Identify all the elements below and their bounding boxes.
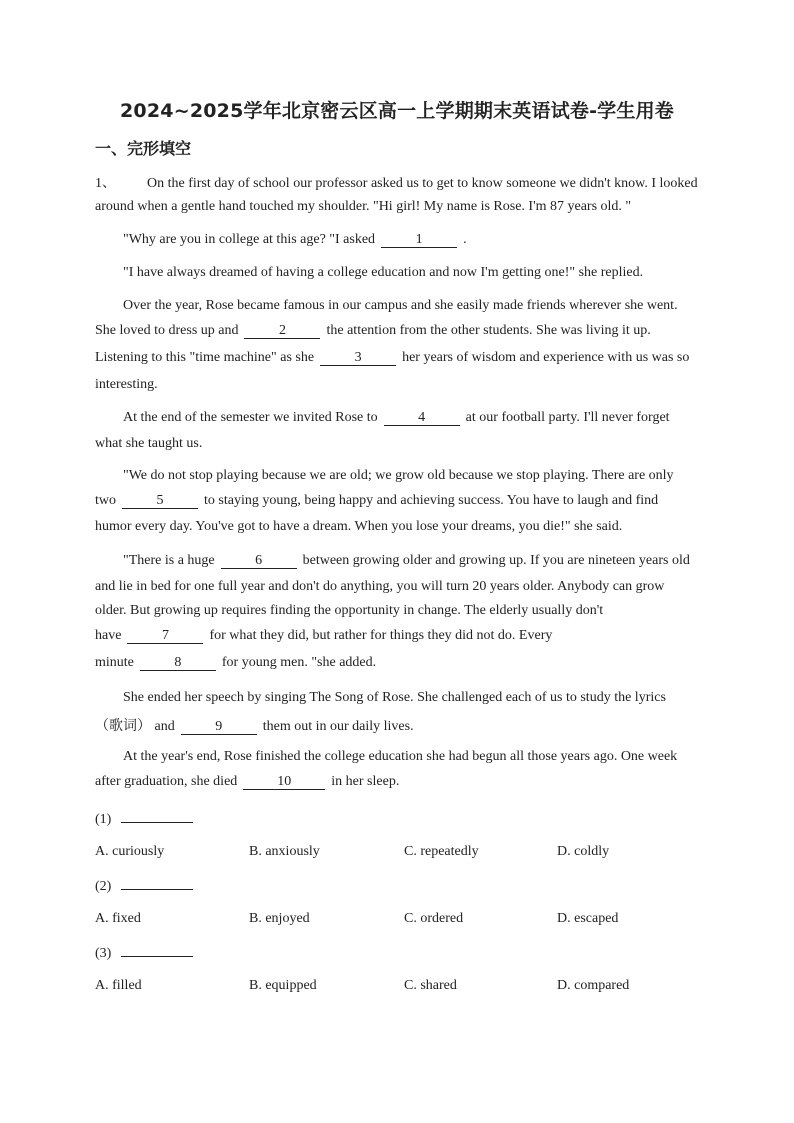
passage-line: At the end of the semester we invited Rose to 4 at our football party. I'll never forget (123, 410, 670, 425)
option-c[interactable]: C. ordered (404, 911, 464, 926)
option-b[interactable]: B. enjoyed (249, 911, 310, 926)
option-d[interactable]: D. escaped (557, 911, 619, 926)
blank-5[interactable]: 5 (122, 494, 198, 509)
section-heading: 一、完形填空 (95, 139, 192, 158)
blank-9[interactable]: 9 (181, 720, 257, 735)
question-number: (3) (95, 946, 112, 961)
passage-line: around when a gentle hand touched my shoulder. "Hi girl! My name is Rose. I'm 87 years old. " (95, 199, 632, 214)
passage-line: "I have always dreamed of having a college education and now I'm getting one!" she replied. (123, 265, 644, 280)
option-a[interactable]: A. curiously (95, 844, 165, 859)
passage-line: She ended her speech by singing The Song of Rose. She challenged each of us to study the lyrics (123, 690, 666, 705)
passage-line: She loved to dress up and 2 the attention from the other students. She was living it up. (95, 323, 651, 338)
blank-3[interactable]: 3 (320, 351, 396, 366)
blank-10[interactable]: 10 (243, 775, 325, 790)
passage-line: older. But growing up requires finding the opportunity in change. The elderly usually don't (95, 603, 604, 618)
blank-7[interactable]: 7 (127, 629, 203, 644)
blank-1[interactable]: 1 (381, 233, 457, 248)
option-a[interactable]: A. fixed (95, 911, 141, 926)
option-d[interactable]: D. coldly (557, 844, 610, 859)
question-number: (2) (95, 879, 112, 894)
passage-line: （歌词） and 9 them out in our daily lives. (95, 719, 414, 734)
passage-line: Over the year, Rose became famous in our campus and she easily made friends wherever she went. (123, 298, 678, 313)
blank-6[interactable]: 6 (221, 554, 297, 569)
option-c[interactable]: C. repeatedly (404, 844, 479, 859)
passage-line: interesting. (95, 377, 158, 392)
answer-blank[interactable] (121, 944, 193, 957)
passage-line: and lie in bed for one full year and don't do anything, you will turn 20 years older. Anybody can grow (95, 579, 665, 594)
option-b[interactable]: B. equipped (249, 978, 317, 993)
passage-line: "Why are you in college at this age? "I asked 1 . (123, 232, 467, 247)
passage-line: what she taught us. (95, 436, 203, 451)
passage-line: At the year's end, Rose finished the college education she had begun all those years ago. One week (123, 749, 678, 764)
passage-line: minute 8 for young men. "she added. (95, 655, 377, 670)
passage-line: have 7 for what they did, but rather for things they did not do. Every (95, 628, 553, 643)
passage-line: "There is a huge 6 between growing older and growing up. If you are nineteen years old (123, 553, 690, 568)
question-item (95, 810, 193, 828)
option-c[interactable]: C. shared (404, 978, 457, 993)
passage-line: two 5 to staying young, being happy and achieving success. You have to laugh and find (95, 493, 659, 508)
question-item (95, 944, 193, 962)
question-number: 1、 (95, 176, 116, 191)
question-item (95, 877, 193, 895)
blank-8[interactable]: 8 (140, 656, 216, 671)
answer-blank[interactable] (121, 810, 193, 823)
document-title: 2024~2025学年北京密云区高一上学期期末英语试卷-学生用卷 (120, 100, 674, 122)
passage-line: humor every day. You've got to have a dream. When you lose your dreams, you die!" she said. (95, 519, 623, 534)
option-a[interactable]: A. filled (95, 978, 142, 993)
blank-4[interactable]: 4 (384, 411, 460, 426)
passage-line: Listening to this "time machine" as she 3 her years of wisdom and experience with us was so (95, 350, 690, 365)
blank-2[interactable]: 2 (244, 324, 320, 339)
option-d[interactable]: D. compared (557, 978, 630, 993)
question-number: (1) (95, 812, 112, 827)
passage-line: "We do not stop playing because we are old; we grow old because we stop playing. There are only (123, 468, 674, 483)
passage-line: after graduation, she died 10 in her sleep. (95, 774, 400, 789)
answer-blank[interactable] (121, 877, 193, 890)
option-b[interactable]: B. anxiously (249, 844, 320, 859)
passage-line: 1、 On the first day of school our professor asked us to get to know someone we didn't know. I looked (95, 176, 698, 191)
